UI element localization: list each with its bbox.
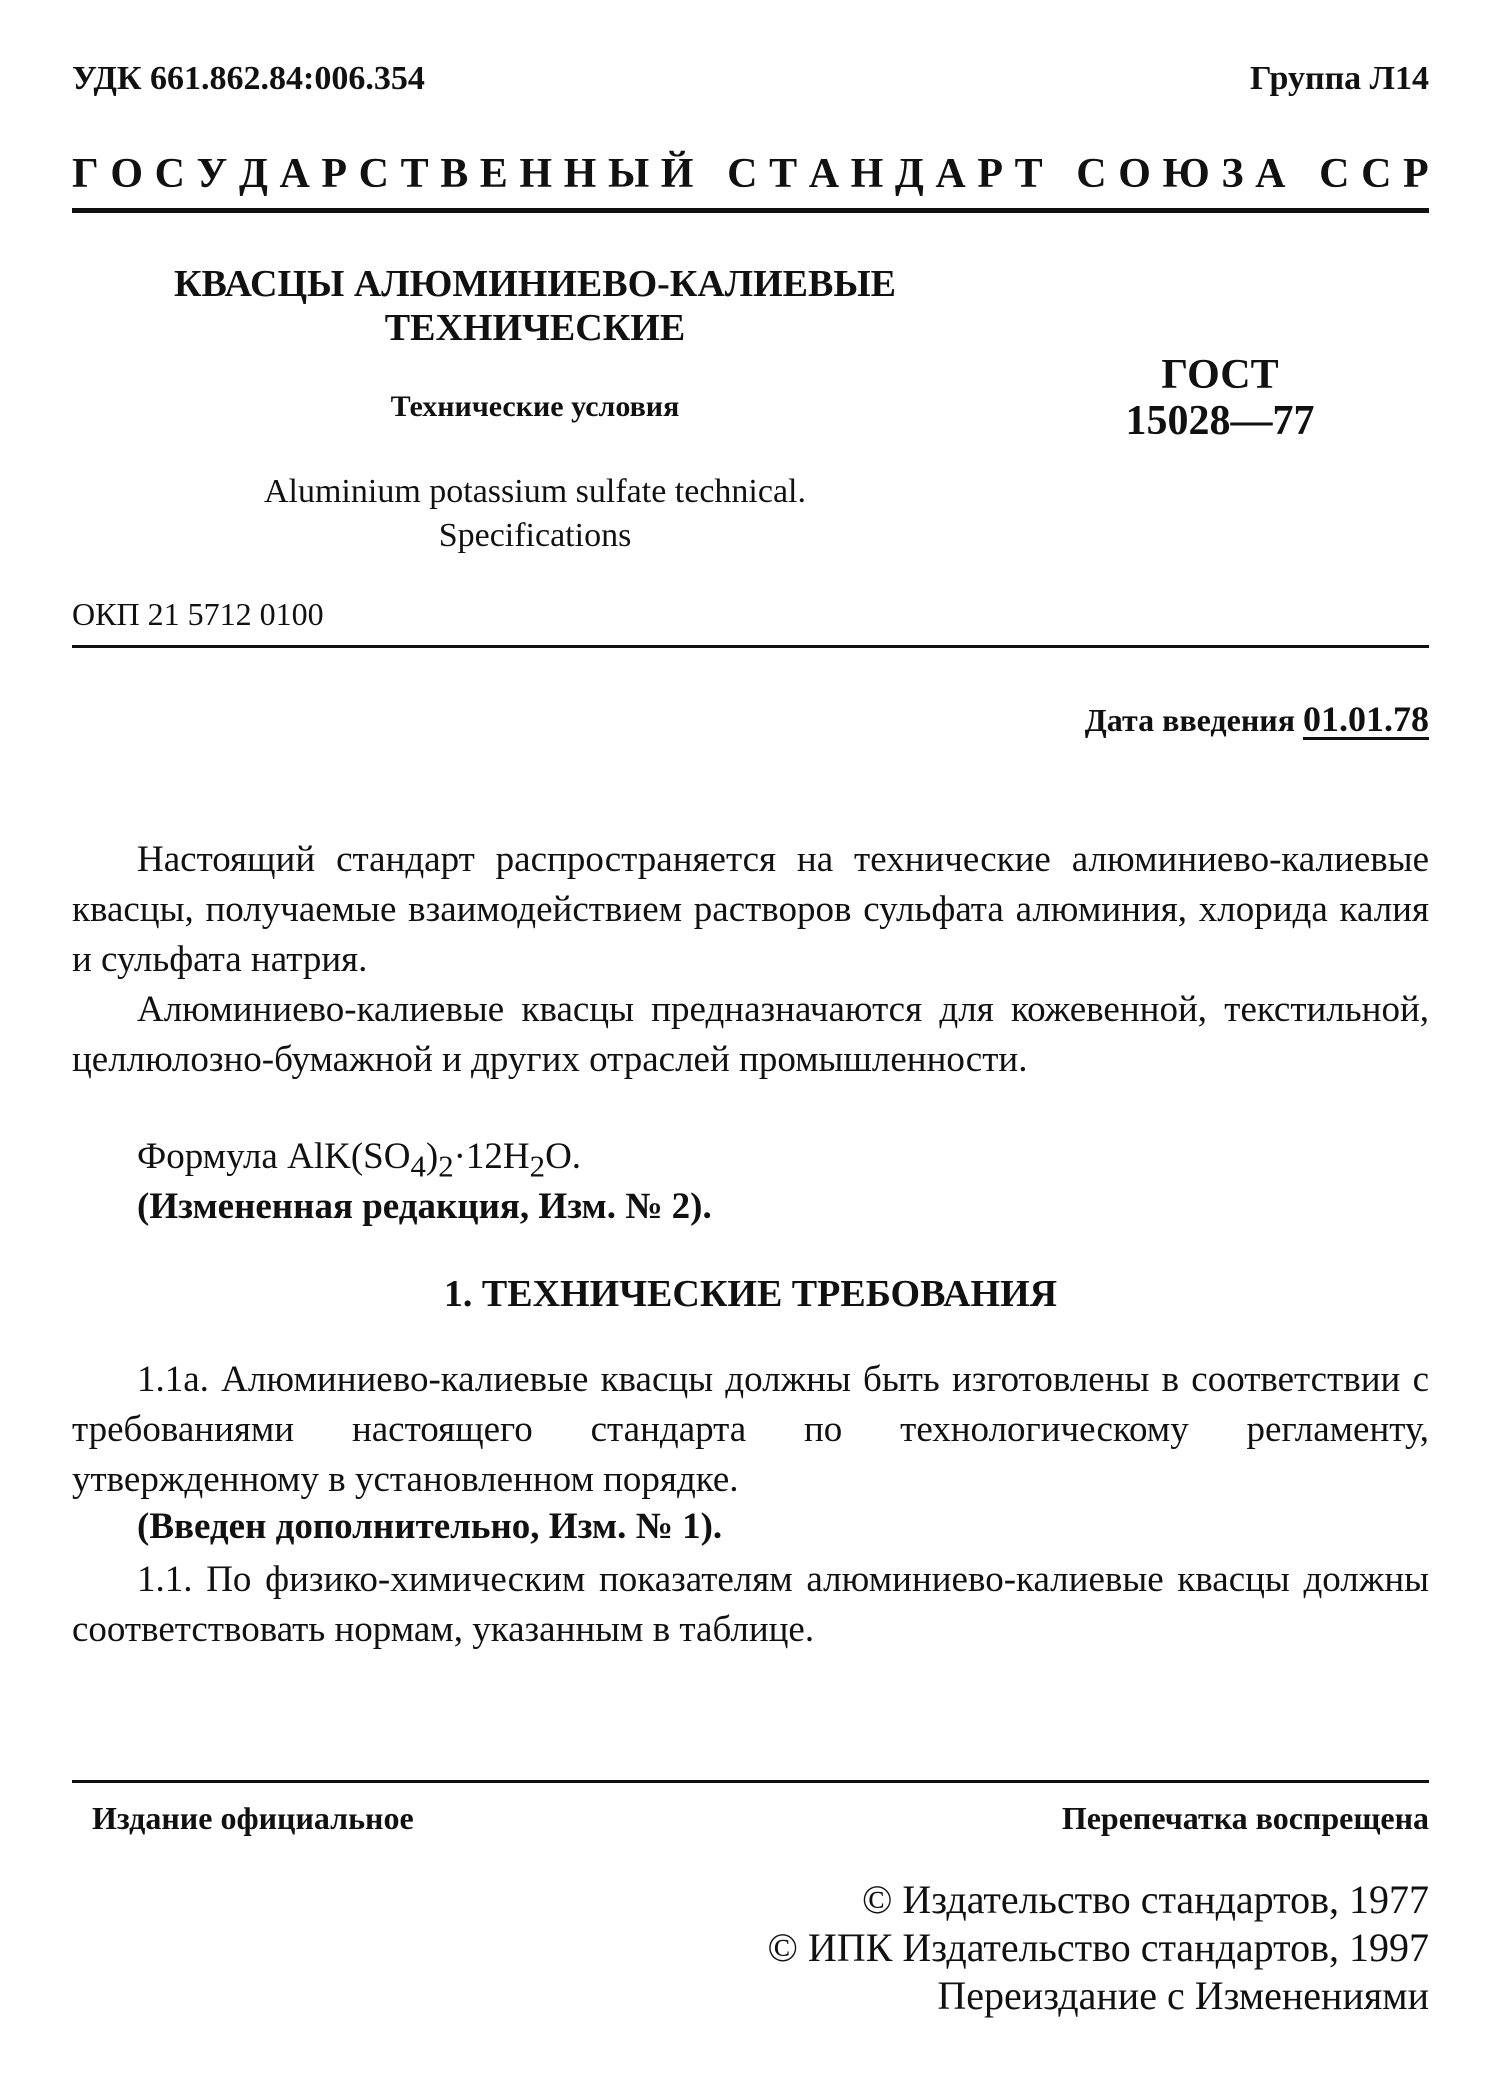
state-standard-heading bbox=[72, 150, 1429, 198]
heading-letter: Т bbox=[1014, 151, 1043, 197]
english-title-line-2: Specifications bbox=[438, 517, 632, 554]
heading-letter: С bbox=[1361, 151, 1392, 197]
heading-letter: Н bbox=[563, 151, 597, 197]
official-edition-label: Издание официальное bbox=[92, 1800, 414, 1836]
section-heading: 1. ТЕХНИЧЕСКИЕ ТРЕБОВАНИЯ bbox=[443, 1273, 1058, 1315]
paragraph-1-1 bbox=[72, 1555, 1429, 1655]
heading-letter: Д bbox=[238, 151, 268, 197]
udk-code: УДК 661.862.84:006.354 bbox=[72, 60, 425, 97]
title-divider bbox=[72, 645, 1429, 648]
heading-letter: Е bbox=[479, 151, 508, 197]
heading-letter: О bbox=[110, 151, 143, 197]
gost-designation bbox=[1070, 352, 1370, 444]
heading-letter: О bbox=[1118, 151, 1151, 197]
gost-number: 15028—77 bbox=[1125, 398, 1315, 444]
heading-letter: С bbox=[358, 151, 389, 197]
reprint-prohibited-label: Перепечатка воспрещена bbox=[1061, 1800, 1429, 1836]
document-subtitle: Технические условия bbox=[390, 390, 680, 423]
paragraph-1-1-text: 1.1. По физико-химическим показателям алюминиево-калиевые квасцы должны соответствовать нормам, указанным в таблице. bbox=[72, 1559, 1429, 1650]
heading-letter: Ю bbox=[1162, 151, 1210, 197]
date-value: 01.01.78 bbox=[1303, 699, 1429, 739]
heading-letter: Р bbox=[321, 151, 348, 197]
heading-letter: С bbox=[727, 151, 758, 197]
heading-letter: Ы bbox=[607, 151, 650, 197]
english-title-line-1: Aluminium potassium sulfate technical. bbox=[263, 473, 806, 510]
title-line-1: КВАСЦЫ АЛЮМИНИЕВО-КАЛИЕВЫЕ bbox=[173, 263, 897, 305]
heading-space bbox=[705, 150, 716, 198]
heading-letter: А bbox=[808, 151, 840, 197]
heading-letter: С bbox=[1076, 151, 1107, 197]
heading-letter: Т bbox=[769, 151, 798, 197]
okp-code: ОКП 21 5712 0100 bbox=[72, 596, 324, 632]
heading-letter: С bbox=[154, 151, 185, 197]
gost-label: ГОСТ bbox=[1161, 352, 1279, 398]
amendment-note-2: (Измененная редакция, Изм. № 2). bbox=[137, 1186, 712, 1227]
heading-letter: Г bbox=[72, 151, 99, 197]
reissue-note: Переиздание с Изменениями bbox=[937, 1973, 1429, 2018]
heading-letter: Й bbox=[660, 151, 694, 197]
header-divider bbox=[72, 208, 1429, 213]
heading-letter: У bbox=[196, 151, 228, 197]
group-code: Группа Л14 bbox=[1250, 60, 1429, 97]
paragraph-purpose bbox=[72, 985, 1429, 1085]
heading-letter: С bbox=[1319, 151, 1350, 197]
heading-letter: А bbox=[935, 151, 966, 197]
copyright-1997: © ИПК Издательство стандартов, 1997 bbox=[767, 1925, 1429, 1970]
heading-letter: З bbox=[1221, 151, 1244, 197]
formula-line: Формула $AlK(SO_4)_2\cdot 12H_2O$. bbox=[137, 1136, 582, 1184]
heading-space bbox=[1054, 150, 1065, 198]
heading-space bbox=[1297, 150, 1308, 198]
paragraph-1-1a-text: 1.1а. Алюминиево-калиевые квасцы должны быть изготовлены в соответствии с требованиями настоящего стандарта по технологическому регламенту, утвержденному в установленном порядке. bbox=[72, 1359, 1429, 1500]
heading-letter: А bbox=[1255, 151, 1286, 197]
heading-letter: Н bbox=[519, 151, 553, 197]
document-title bbox=[120, 262, 950, 350]
introduction-date bbox=[1085, 698, 1429, 740]
paragraph-scope bbox=[72, 835, 1429, 985]
heading-letter: Д bbox=[894, 151, 924, 197]
title-line-2: ТЕХНИЧЕСКИЕ bbox=[384, 307, 686, 349]
heading-letter: Р bbox=[977, 151, 1003, 197]
copyright-1977: © Издательство стандартов, 1977 bbox=[861, 1877, 1429, 1922]
paragraph-1-1a bbox=[72, 1355, 1429, 1505]
heading-letter: В bbox=[440, 151, 469, 197]
date-label: Дата введения bbox=[1084, 702, 1295, 738]
paragraph-purpose-text: Алюминиево-калиевые квасцы предназначаются для кожевенной, текстильной, целлюлозно-бумажной и других отраслей промышленности. bbox=[72, 989, 1429, 1080]
heading-letter: Т bbox=[400, 151, 429, 197]
heading-letter: Р bbox=[1403, 151, 1429, 197]
heading-letter: А bbox=[279, 151, 310, 197]
heading-letter: Н bbox=[850, 151, 884, 197]
footer-divider bbox=[72, 1780, 1429, 1783]
english-title bbox=[120, 470, 950, 558]
paragraph-scope-text: Настоящий стандарт распространяется на технические алюминиево-калиевые квасцы, получаемые взаимодействием растворов сульфата алюминия, хлорида калия и сульфата натрия. bbox=[72, 839, 1429, 980]
amendment-note-1: (Введен дополнительно, Изм. № 1). bbox=[137, 1506, 723, 1547]
